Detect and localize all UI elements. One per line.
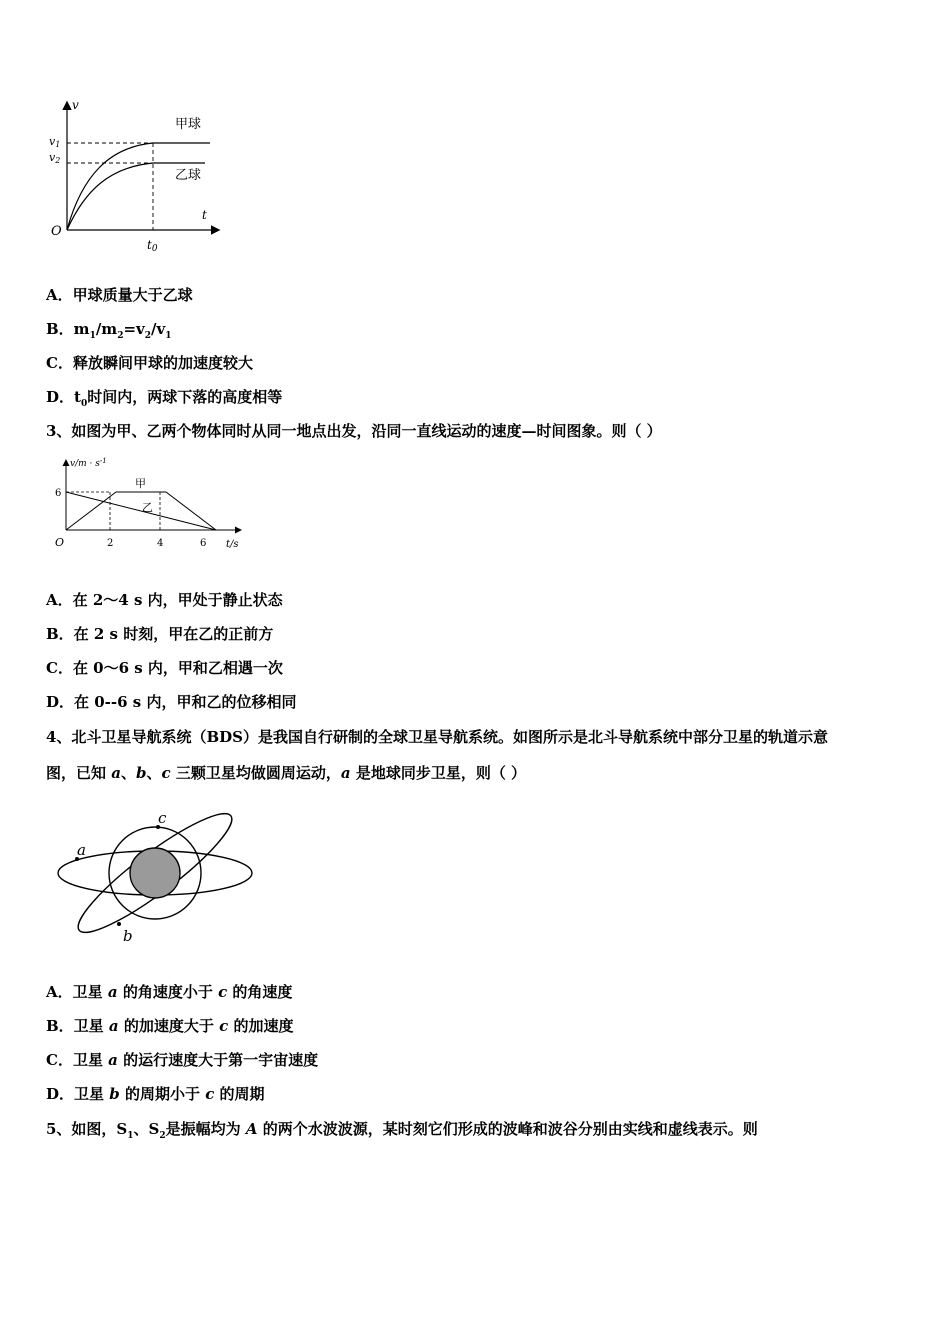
vt-origin: O	[55, 536, 65, 549]
q3-stem: 3、如图为甲、乙两个物体同时从同一地点出发，沿同一直线运动的速度—时间图象。则（ ）	[46, 422, 662, 440]
vt-x-tick-2: 2	[107, 538, 114, 549]
q3-option-b: B．在 2 s 时刻，甲在乙的正前方	[46, 625, 274, 643]
vt-y-label: $v/m \cdot s^{-1}$	[70, 457, 107, 469]
q2-option-a: A．甲球质量大于乙球	[46, 286, 193, 304]
curve-jia-label: 甲球	[175, 117, 202, 132]
origin-label: O	[51, 224, 62, 239]
vt-label-jia: 甲	[135, 477, 146, 490]
satellite-b-dot	[117, 922, 121, 926]
v2-label: v2	[49, 151, 61, 165]
q4-option-d: D．卫星 b 的周期小于 c 的周期	[46, 1085, 265, 1103]
satellite-a-label: a	[77, 841, 86, 859]
y-axis-label: v	[72, 98, 79, 112]
x-axis-label: t	[202, 208, 207, 222]
q4-stem-line1: 4、北斗卫星导航系统（BDS）是我国自行研制的全球卫星导航系统。如图所示是北斗导航系统中部分卫星的轨道示意	[46, 728, 828, 746]
q4-option-a: A．卫星 a 的角速度小于 c 的角速度	[46, 983, 293, 1001]
q3-option-c: C．在 0～6 s 内，甲和乙相遇一次	[46, 659, 283, 677]
curve-yi-label: 乙球	[175, 168, 202, 183]
earth	[130, 848, 180, 898]
q5-stem: 5、如图，$S_1$、$S_2$是振幅均为 A 的两个水波波源，某时刻它们形成的波峰和波谷分别由实线和虚线表示。则	[46, 1120, 758, 1141]
satellite-b-label: b	[123, 927, 133, 945]
t0-label: t0	[147, 238, 158, 254]
curve-jia	[67, 143, 210, 230]
q3-option-d: D．在 0--6 s 内，甲和乙的位移相同	[46, 693, 297, 711]
vt-y-tick-6: 6	[55, 488, 62, 499]
series-yi-line	[66, 492, 216, 530]
figure-velocity-time-balls	[40, 95, 225, 260]
vt-label-yi: 乙	[142, 501, 153, 514]
v1-label: v1	[49, 135, 61, 149]
vt-x-tick-4: 4	[157, 538, 164, 549]
q2-option-d: D．$t_0$时间内，两球下落的高度相等	[46, 388, 283, 409]
vt-x-tick-6: 6	[200, 538, 207, 549]
satellite-c-label: c	[158, 809, 167, 827]
q4-option-c: C．卫星 a 的运行速度大于第一宇宙速度	[46, 1051, 319, 1069]
q4-option-b: B．卫星 a 的加速度大于 c 的加速度	[46, 1017, 294, 1035]
figure-satellite-orbits	[55, 805, 260, 950]
q2-option-c: C．释放瞬间甲球的加速度较大	[46, 354, 253, 372]
q2-option-b: B．$m_1/m_2=v_2/v_1$	[46, 320, 172, 341]
figure-vt-graph	[50, 455, 250, 555]
q3-option-a: A．在 2～4 s 内，甲处于静止状态	[46, 591, 283, 609]
q4-stem-line2: 图，已知 a、b、c 三颗卫星均做圆周运动，a 是地球同步卫星，则（ ）	[46, 764, 527, 782]
vt-x-label: t/s	[226, 539, 239, 550]
